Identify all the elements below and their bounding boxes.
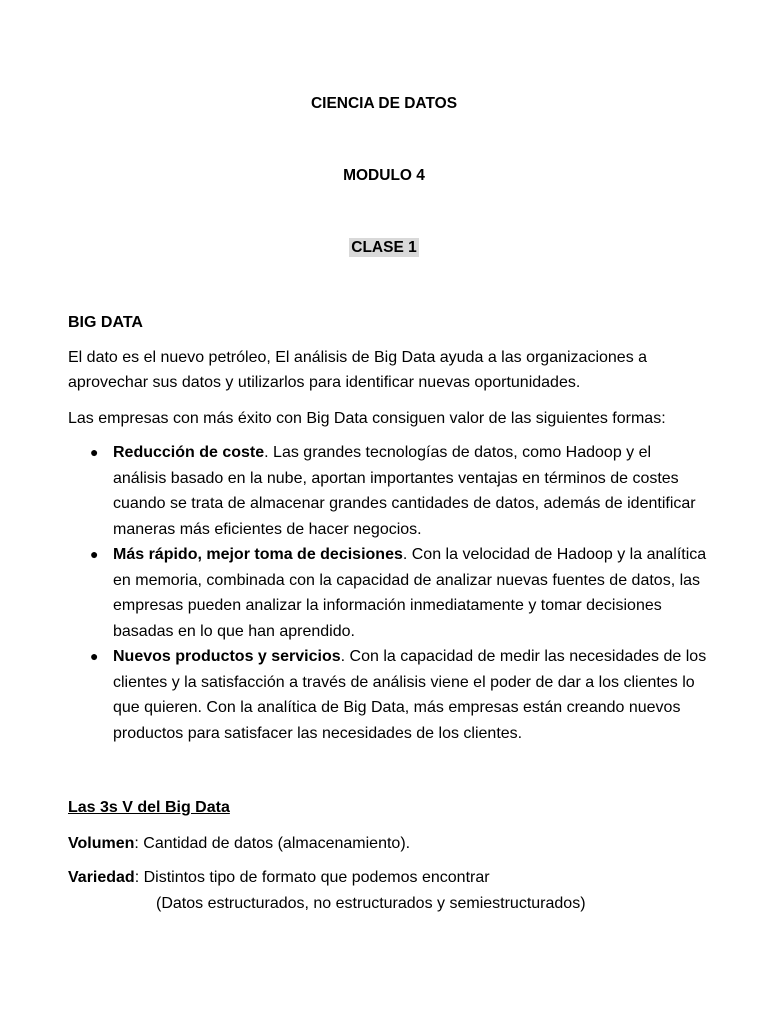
big-data-heading: BIG DATA: [68, 314, 143, 331]
variedad-text: : Distintos tipo de formato que podemos encontrar: [134, 869, 490, 886]
title-text: CIENCIA DE DATOS: [310, 95, 458, 112]
big-data-section: [68, 310, 708, 746]
list-item: [68, 440, 708, 542]
class-label: [0, 239, 768, 257]
list-item-term: Más rápido, mejor toma de decisiones: [113, 546, 403, 563]
list-item-text: . Las grandes tecnologías de datos, como Hadoop y el análisis basado en la nube, aportan importantes ventajas en términos de costes cuando se trata de almacenar grandes cantidades de datos, además de identificar maneras más eficientes de hacer negocios.: [113, 444, 696, 538]
variedad-line: [68, 865, 708, 891]
list-item-term: Reducción de coste: [113, 444, 265, 461]
module-label: [0, 167, 768, 185]
list-item-term: Nuevos productos y servicios: [113, 648, 341, 665]
list-item-text: . Con la capacidad de medir las necesidades de los clientes y la satisfacción a través de análisis viene el poder de dar a los clientes lo que quieren. Con la analítica de Big Data, más empresas están creando nuevos productos para satisfacer las necesidades de los clientes.: [113, 648, 707, 742]
list-item: [68, 644, 708, 746]
list-item: [68, 542, 708, 644]
lead-paragraph: Las empresas con más éxito con Big Data consiguen valor de las siguientes formas:: [68, 409, 666, 427]
bullet-icon: ●: [90, 444, 99, 460]
three-vs-section: [68, 795, 708, 916]
intro-paragraph: El dato es el nuevo petróleo, El análisis de Big Data ayuda a las organizaciones a aprovechar sus datos y utilizarlos para identificar nuevas oportunidades.: [68, 348, 648, 391]
three-vs-heading: Las 3s V del Big Data: [68, 799, 230, 816]
list-item-text: . Con la velocidad de Hadoop y la analítica en memoria, combinada con la capacidad de analizar nuevas fuentes de datos, las empresas pueden analizar la información inmediatamente y tomar decisiones basadas en lo que han aprendido.: [113, 546, 707, 640]
volumen-text: : Cantidad de datos (almacenamiento).: [134, 834, 411, 852]
document-title: [0, 95, 768, 113]
class-text-highlight: CLASE 1: [351, 239, 417, 256]
benefits-list: [68, 440, 708, 746]
volumen-term: Volumen: [68, 834, 135, 852]
module-text: MODULO 4: [343, 167, 425, 184]
volumen-line: [68, 831, 708, 857]
variedad-detail: (Datos estructurados, no estructurados y semiestructurados): [156, 894, 586, 912]
bullet-icon: ●: [90, 546, 99, 562]
bullet-icon: ●: [90, 648, 99, 664]
variedad-term: Variedad: [68, 869, 135, 886]
